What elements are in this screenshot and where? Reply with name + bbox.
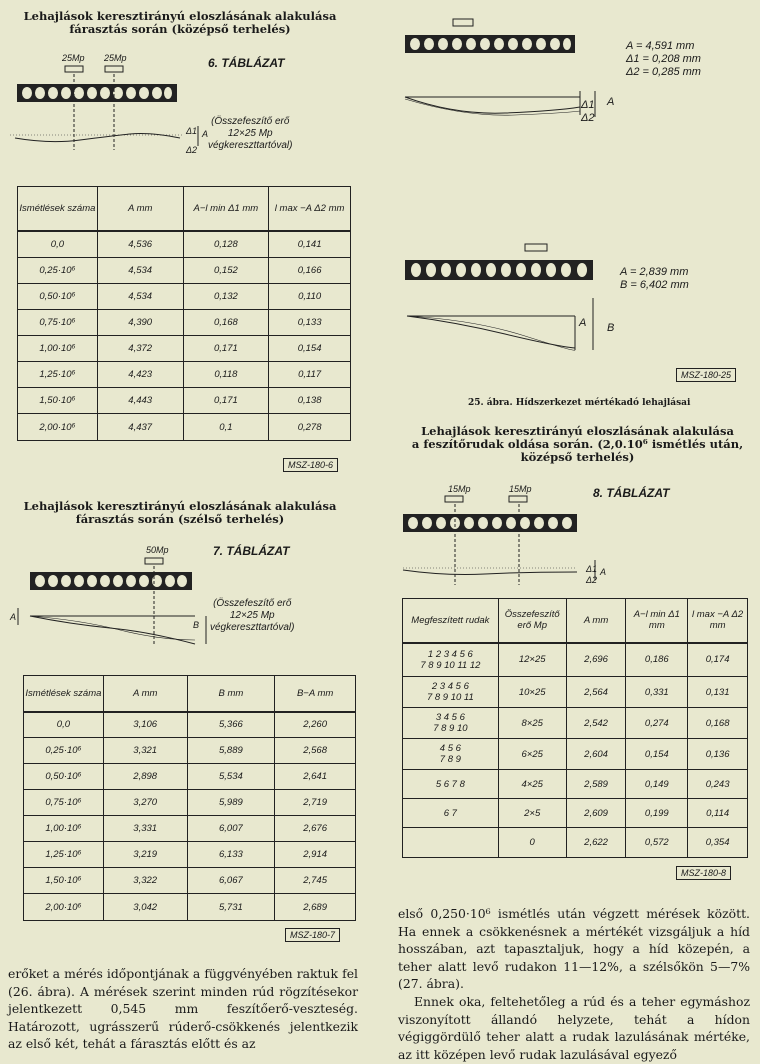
bridge-diagram-6 [10, 60, 210, 160]
rods-line: 7 8 9 10 11 12 [420, 659, 481, 671]
table-cell: 0,25·10⁶ [24, 738, 104, 764]
table8-title-line2: a feszítőrudak oldása során. (2,0.10⁶ ismétlés után, [411, 437, 744, 451]
table-cell: 1,25·10⁶ [18, 362, 98, 388]
table8-header-cell: Megfeszített rudak [403, 599, 499, 643]
fig-bottom-a-label: A [579, 317, 587, 329]
table-cell: 5,989 [187, 790, 275, 816]
table-cell: 5,889 [187, 738, 275, 764]
table-cell: 2,622 [566, 828, 626, 858]
table7-label: 7. TÁBLÁZAT [213, 544, 290, 558]
table-cell: 0,174 [688, 643, 748, 677]
rods-cell [403, 799, 499, 828]
table-row [24, 894, 356, 921]
bridge-diagram-7 [10, 550, 210, 650]
table-cell: 3,321 [103, 738, 187, 764]
rods-cell [403, 828, 499, 858]
diagram6-note [208, 116, 292, 152]
table-cell: 3,322 [103, 868, 187, 894]
table-row [24, 790, 356, 816]
fig-bottom-values [620, 266, 689, 292]
table-cell: 0,171 [183, 336, 269, 362]
table7-stamp: MSZ-180-7 [285, 928, 340, 942]
table-cell: 4,372 [97, 336, 183, 362]
table-cell: 0,141 [269, 231, 351, 258]
table-cell: 0,152 [183, 258, 269, 284]
table-cell: 1,50·10⁶ [24, 868, 104, 894]
rods-cell [403, 739, 499, 770]
table-cell: 2,609 [566, 799, 626, 828]
table-cell: 2,898 [103, 764, 187, 790]
table-cell: 0,25·10⁶ [18, 258, 98, 284]
table-cell: 0 [498, 828, 566, 858]
table-cell: 0,1 [183, 414, 269, 441]
table-row [403, 770, 748, 799]
diagram6-d2-label: Δ2 [186, 145, 198, 155]
load-label-2: 25Mp [104, 53, 127, 63]
table-cell: 0,274 [626, 708, 688, 739]
fig25-stamp: MSZ-180-25 [676, 368, 736, 382]
diagram7-a-label: A [10, 612, 17, 622]
table-cell: 2,568 [275, 738, 356, 764]
rods-line: 4 5 6 [439, 743, 461, 754]
figure-25-caption: 25. ábra. Hídszerkezet mértékadó lehajlásai [468, 398, 691, 408]
table-cell: 2,676 [275, 816, 356, 842]
rods-cell [403, 708, 499, 739]
table8-label: 8. TÁBLÁZAT [593, 486, 670, 500]
table-cell: 0,132 [183, 284, 269, 310]
diagram6-note-line2: 12×25 Mp [227, 128, 273, 139]
table6-title-line1: Lehajlások keresztirányú eloszlásának alakulása [23, 9, 337, 23]
table7-header-cell: Ismétlések száma [24, 676, 104, 712]
table-cell: 3,331 [103, 816, 187, 842]
rods-line: 7 8 9 10 [433, 723, 468, 734]
table8-header-cell: Összefeszítő erő Mp [498, 599, 566, 643]
table8-stamp: MSZ-180-8 [676, 866, 731, 880]
table-8 [402, 598, 748, 858]
rods-cell [403, 677, 499, 708]
table-cell: 3,219 [103, 842, 187, 868]
table-cell: 1,00·10⁶ [24, 816, 104, 842]
table-cell: 2,564 [566, 677, 626, 708]
table-cell: 8×25 [498, 708, 566, 739]
table-cell: 2,696 [566, 643, 626, 677]
table-cell: 0,118 [183, 362, 269, 388]
load-label: 50Mp [146, 545, 169, 555]
table-row [18, 310, 351, 336]
table-cell: 0,75·10⁶ [24, 790, 104, 816]
table-cell: 6,067 [187, 868, 275, 894]
table-cell: 3,042 [103, 894, 187, 921]
table-cell: 2,589 [566, 770, 626, 799]
load-label-2: 15Mp [509, 484, 532, 494]
diagram8-d2-label: Δ2 [586, 575, 598, 585]
rods-line: 5 6 7 8 [435, 778, 465, 790]
table-row [403, 799, 748, 828]
table-row [18, 414, 351, 441]
rods-line: 7 8 9 10 11 [426, 692, 474, 703]
table-cell: 0,186 [626, 643, 688, 677]
table-cell: 0,138 [269, 388, 351, 414]
table-cell: 0,168 [688, 708, 748, 739]
fig-top-d2-label: Δ2 [581, 112, 595, 124]
table-cell: 2,260 [275, 712, 356, 738]
table8-title-line1: Lehajlások keresztirányú eloszlásának alakulása [421, 424, 734, 438]
table-cell: 4,443 [97, 388, 183, 414]
table6-title [10, 10, 350, 36]
table6-header-cell: A mm [97, 187, 183, 231]
table-cell: 0,243 [688, 770, 748, 799]
table8-title [405, 425, 750, 464]
table6-header-cell: Ismétlések száma [18, 187, 98, 231]
table-cell: 3,270 [103, 790, 187, 816]
right-paragraph-2: Ennek oka, feltehetőleg a rúd és a teher egymáshoz viszonyított állandó helyzete, tehát a hídon végiggördülő teher alatt a rudak lazulásának mértéke, az itt középen levő rudak lazulásával egyező [398, 994, 750, 1062]
table6-header-cell: l max −A Δ2 mm [269, 187, 351, 231]
left-paragraph: erőket a mérés időpontjának a függvényében raktuk fel (26. ábra). A mérések szerint minden rúd rögzítésekor jelentkezett 0,545 mm feszítőerő-veszteség. Határozott, ugrásszerű rúderő-csökkenés jelentkezik az első két, tehát a fárasztás előtt és az [8, 966, 358, 1051]
table-cell: 2,00·10⁶ [18, 414, 98, 441]
table-row [403, 828, 748, 858]
rods-line: 3 4 5 6 [435, 712, 465, 723]
diagram7-note [210, 598, 294, 634]
table7-title [10, 500, 350, 526]
table-cell: 0,168 [183, 310, 269, 336]
fig-bottom-value-b: B = 6,402 mm [620, 279, 689, 291]
rods-line: 7 8 9 [439, 754, 461, 765]
table-cell: 4,534 [97, 258, 183, 284]
fig-top-value-d2: Δ2 = 0,285 mm [626, 66, 701, 78]
diagram7-note-line1: (Összefeszítő erő [213, 598, 292, 609]
table-cell: 12×25 [498, 643, 566, 677]
table-cell: 6×25 [498, 739, 566, 770]
table-cell: 2,00·10⁶ [24, 894, 104, 921]
table-6 [17, 186, 351, 441]
table-cell: 2,745 [275, 868, 356, 894]
table-cell: 0,136 [688, 739, 748, 770]
fig-bottom-b-label: B [607, 322, 615, 334]
table-row [403, 677, 748, 708]
table-row [18, 284, 351, 310]
diagram7-b-label: B [193, 620, 200, 630]
table-cell: 4,536 [97, 231, 183, 258]
diagram6-note-line1: (Összefeszítő erő [211, 116, 290, 127]
table-cell: 5,366 [187, 712, 275, 738]
table-cell: 4×25 [498, 770, 566, 799]
diagram6-note-line3: végkereszttartóval) [208, 140, 293, 151]
table-cell: 0,128 [183, 231, 269, 258]
table-cell: 0,50·10⁶ [24, 764, 104, 790]
table-cell: 0,171 [183, 388, 269, 414]
table-cell: 0,149 [626, 770, 688, 799]
table7-header-cell: B−A mm [275, 676, 356, 712]
table-row [403, 643, 748, 677]
table-cell: 1,50·10⁶ [18, 388, 98, 414]
table8-title-line3: középső terhelés) [520, 450, 635, 464]
table-cell: 0,0 [18, 231, 98, 258]
table-row [24, 868, 356, 894]
table6-header-cell: A−l min Δ1 mm [183, 187, 269, 231]
table-cell: 5,731 [187, 894, 275, 921]
bridge-diagram-8 [395, 490, 605, 590]
table-cell: 0,110 [269, 284, 351, 310]
table-cell: 0,166 [269, 258, 351, 284]
table-cell: 1,00·10⁶ [18, 336, 98, 362]
table-row [18, 388, 351, 414]
table7-header-cell: A mm [103, 676, 187, 712]
table-cell: 0,117 [269, 362, 351, 388]
table-cell: 2,689 [275, 894, 356, 921]
table-cell: 0,0 [24, 712, 104, 738]
table-cell: 0,278 [269, 414, 351, 441]
table-row [18, 231, 351, 258]
fig-top-values [626, 40, 701, 79]
table7-header-cell: B mm [187, 676, 275, 712]
table6-title-line2: fárasztás során (középső terhelés) [69, 22, 291, 36]
table-cell: 0,154 [269, 336, 351, 362]
table8-header-cell: l max −A Δ2 mm [688, 599, 748, 643]
fig-top-value-d1: Δ1 = 0,208 mm [626, 53, 701, 65]
table-cell: 0,131 [688, 677, 748, 708]
table-cell: 0,133 [269, 310, 351, 336]
load-label-1: 25Mp [62, 53, 85, 63]
rods-line: 6 7 [443, 807, 457, 819]
table-cell: 2,719 [275, 790, 356, 816]
table-row [24, 816, 356, 842]
table-cell: 0,572 [626, 828, 688, 858]
table-cell: 6,007 [187, 816, 275, 842]
table-row [403, 708, 748, 739]
rods-cell [403, 643, 499, 677]
rods-cell [403, 770, 499, 799]
table6-stamp: MSZ-180-6 [283, 458, 338, 472]
table8-header-cell: A mm [566, 599, 626, 643]
table-cell: 0,114 [688, 799, 748, 828]
table-row [24, 764, 356, 790]
table-cell: 1,25·10⁶ [24, 842, 104, 868]
rods-line: 1 2 3 4 5 6 [427, 648, 473, 660]
fig-bottom-value-a: A = 2,839 mm [620, 266, 689, 278]
table-cell: 5,534 [187, 764, 275, 790]
bridge-figure-bottom [395, 238, 635, 358]
table7-title-line2: fárasztás során (szélső terhelés) [75, 512, 285, 526]
diagram6-d1-label: Δ1 [186, 126, 198, 136]
load-label-1: 15Mp [448, 484, 471, 494]
table-row [403, 739, 748, 770]
fig-top-d1-label: Δ1 [581, 99, 595, 111]
table7-title-line1: Lehajlások keresztirányú eloszlásának alakulása [23, 499, 337, 513]
table-row [24, 712, 356, 738]
fig-top-value-a: A = 4,591 mm [626, 40, 695, 52]
table-cell: 10×25 [498, 677, 566, 708]
table-cell: 2,914 [275, 842, 356, 868]
table-cell: 0,75·10⁶ [18, 310, 98, 336]
diagram6-a-label: A [202, 129, 209, 139]
diagram7-note-line3: végkereszttartóval) [210, 622, 295, 633]
rods-line: 2 3 4 5 6 [431, 681, 469, 692]
table-cell: 0,50·10⁶ [18, 284, 98, 310]
table6-label: 6. TÁBLÁZAT [208, 56, 285, 70]
table-row [24, 738, 356, 764]
table-cell: 2,604 [566, 739, 626, 770]
right-paragraph-1: első 0,250·10⁶ ismétlés után végzett mérések között. Ha ennek a csökkenésnek a mértékét vizsgáljuk a híd hosszában, azt tapasztaljuk, hogy a híd közepén, a teher alatt levő rudakon 11—12%, a szélsőkön 5—7% (27. ábra). [398, 906, 750, 991]
table-cell: 2,542 [566, 708, 626, 739]
table-cell: 2×5 [498, 799, 566, 828]
table-cell: 3,106 [103, 712, 187, 738]
diagram8-a-label: A [600, 567, 607, 577]
table-row [18, 362, 351, 388]
table-cell: 4,534 [97, 284, 183, 310]
fig-top-a-label: A [607, 96, 615, 108]
diagram8-d1-label: Δ1 [586, 564, 598, 574]
table-cell: 4,390 [97, 310, 183, 336]
table-cell: 0,199 [626, 799, 688, 828]
table-cell: 4,423 [97, 362, 183, 388]
table-cell: 0,154 [626, 739, 688, 770]
table-row [24, 842, 356, 868]
table-row [18, 258, 351, 284]
table-cell: 2,641 [275, 764, 356, 790]
table-cell: 0,354 [688, 828, 748, 858]
table-cell: 6,133 [187, 842, 275, 868]
table8-header-cell: A−l min Δ1 mm [626, 599, 688, 643]
table-row [18, 336, 351, 362]
diagram7-note-line2: 12×25 Mp [229, 610, 275, 621]
table-cell: 0,331 [626, 677, 688, 708]
bridge-figure-top [395, 15, 635, 130]
table-cell: 4,437 [97, 414, 183, 441]
table-7 [23, 675, 356, 921]
